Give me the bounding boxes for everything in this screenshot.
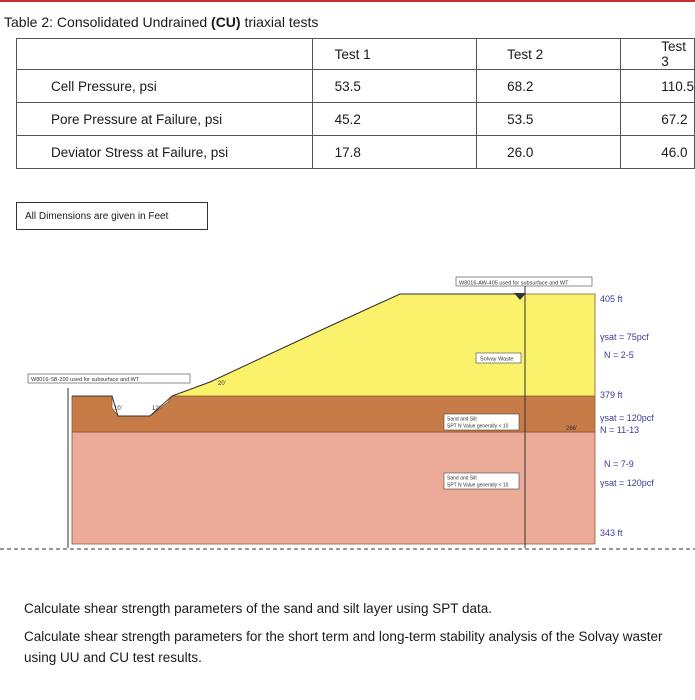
waste-gamma-label: γsat = 75pcf: [600, 332, 649, 342]
silt-n-label: N = 7-9: [604, 459, 634, 469]
dim-10-label: 10': [114, 406, 122, 412]
header-cell-empty: [17, 39, 313, 70]
question-2: Calculate shear strength parameters for the short term and long-term stability analysis of the Solvay waster using UU and CU test results.: [24, 629, 663, 665]
table-row: [17, 136, 695, 169]
sand-n-label: N = 11-13: [600, 425, 640, 435]
silt-gamma-label: γsat = 120pcf: [600, 478, 654, 488]
sand-label-1b: SPT N Value generally < 10: [447, 423, 509, 430]
dim-266-label: 266': [566, 426, 578, 432]
caption-bold: (CU): [211, 14, 241, 30]
sand-label-1a: Sand and Silt: [447, 416, 477, 423]
table-caption: [4, 14, 318, 30]
sand-gamma-label: γsat = 120pcf: [600, 413, 654, 423]
header-test-2: Test 2: [477, 39, 621, 70]
table-cell: 17.8: [312, 136, 477, 169]
waste-n-label: N = 2-5: [604, 350, 634, 360]
sand-label-2b: SPT N Value generally < 10: [447, 482, 509, 489]
well-left-label: W8016-SB-200 used for subsurface and WT: [31, 377, 140, 383]
top-rule: [0, 0, 695, 2]
table-cell: 110.5: [621, 70, 695, 103]
table-cell: 53.5: [312, 70, 477, 103]
table-row: [17, 103, 695, 136]
table-row: [17, 70, 695, 103]
table-cell: 26.0: [477, 136, 621, 169]
dimensions-note: All Dimensions are given in Feet: [16, 202, 208, 230]
elev-mid-label: 379 ft: [600, 390, 623, 400]
waste-layer: [172, 294, 595, 396]
header-test-3: Test 3: [621, 39, 695, 70]
cross-section-figure: [0, 270, 695, 570]
cu-triaxial-table: [16, 38, 695, 169]
row-label: Pore Pressure at Failure, psi: [17, 103, 313, 136]
elev-top-label: 405 ft: [600, 294, 623, 304]
waste-label: Solvay Waste: [480, 356, 514, 363]
well-right-label: W8016-AW-405 used for subsurface and WT: [459, 280, 569, 287]
row-label: Cell Pressure, psi: [17, 70, 313, 103]
header-test-1: Test 1: [312, 39, 477, 70]
table-cell: 68.2: [477, 70, 621, 103]
dim-20-label: 20': [218, 381, 226, 387]
caption-prefix: Table 2: Consolidated Undrained: [4, 14, 212, 30]
table-header-row: [17, 39, 695, 70]
table-cell: 46.0: [621, 136, 695, 169]
table-cell: 53.5: [477, 103, 621, 136]
elev-bot-label: 343 ft: [600, 528, 623, 538]
table-cell: 67.2: [621, 103, 695, 136]
question-1: Calculate shear strength parameters of the sand and silt layer using SPT data.: [24, 601, 493, 616]
dim-12-label: 12': [152, 406, 160, 412]
caption-suffix: triaxial tests: [240, 14, 319, 30]
row-label: Deviator Stress at Failure, psi: [17, 136, 313, 169]
sand-label-2a: Sand and Silt: [447, 475, 477, 482]
table-cell: 45.2: [312, 103, 477, 136]
